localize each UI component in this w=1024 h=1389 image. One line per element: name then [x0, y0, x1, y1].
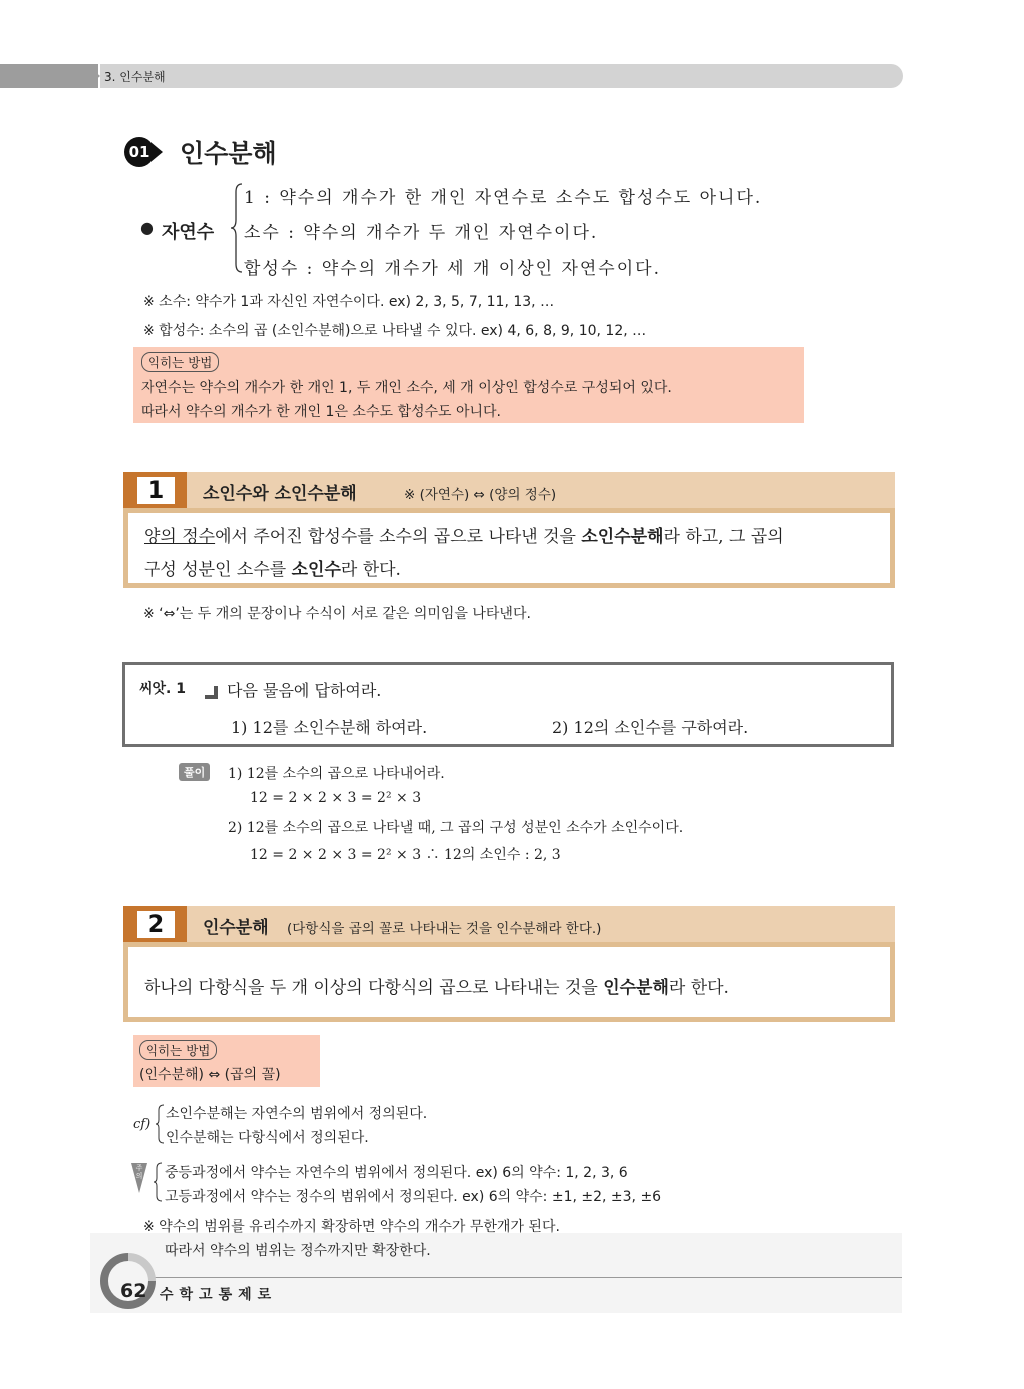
section-title: 소인수와 소인수분해	[203, 484, 357, 504]
definition-text: 양의 정수에서 주어진 합성수를 소수의 곱으로 나타낸 것을 소인수분해라 하고, 그 곱의	[144, 527, 784, 547]
book-title: 수학고통제로	[160, 1287, 278, 1303]
note-equivalence: ※ ‘⇔’는 두 개의 문장이나 수식이 서로 같은 의미임을 나타낸다.	[143, 606, 531, 622]
corner-mark-icon	[205, 686, 218, 699]
tip-line: (인수분해) ⇔ (곱의 꼴)	[139, 1067, 281, 1083]
tip-tag: 익히는 방법	[141, 352, 219, 372]
bullet-icon: ●	[140, 218, 154, 237]
example-label: 씨앗. 1	[139, 681, 186, 697]
cf-label: cf)	[133, 1117, 151, 1132]
section-title: 인수분해	[203, 918, 269, 938]
solution-tag: 풀이	[179, 763, 210, 781]
caution-line: 중등과정에서 약수는 자연수의 범위에서 정의된다. ex) 6의 약수: 1, 2, 3, 6	[165, 1165, 628, 1181]
solution-line: 1) 12를 소수의 곱으로 나타내어라.	[228, 766, 445, 782]
note-prime: ※ 소수: 약수가 1과 자신인 자연수이다. ex) 2, 3, 5, 7, 11, 13, …	[143, 294, 555, 310]
header-tab	[0, 64, 98, 88]
definition-composite: 합성수 : 약수의 개수가 세 개 이상인 자연수이다.	[244, 259, 661, 279]
curly-brace-icon	[153, 1162, 163, 1202]
section-subtitle: (다항식을 곱의 꼴로 나타내는 것을 인수분해라 한다.)	[287, 921, 602, 937]
caution-icon-text: 주의	[135, 1164, 143, 1180]
example-q1: 1) 12를 소인수분해 하여라.	[231, 718, 428, 737]
definition-text: 구성 성분인 소수를 소인수라 한다.	[144, 560, 401, 580]
example-question: 다음 물음에 답하여라.	[227, 681, 382, 700]
example-q2: 2) 12의 소인수를 구하여라.	[552, 718, 749, 737]
definition-text: 하나의 다항식을 두 개 이상의 다항식의 곱으로 나타내는 것을 인수분해라 한다.	[144, 978, 729, 998]
tip-line: 따라서 약수의 개수가 한 개인 1은 소수도 합성수도 아니다.	[141, 404, 502, 420]
footer-line	[150, 1277, 902, 1278]
badge-arrow-icon	[151, 142, 163, 162]
caution-line: 고등과정에서 약수는 정수의 범위에서 정의된다. ex) 6의 약수: ±1, ±2, ±3, ±6	[165, 1189, 662, 1205]
tip-line: 자연수는 약수의 개수가 한 개인 1, 두 개인 소수, 세 개 이상인 합성수로 구성되어 있다.	[141, 380, 672, 396]
section-badge: 01	[124, 137, 154, 167]
definition-prime: 소수 : 약수의 개수가 두 개인 자연수이다.	[244, 223, 599, 243]
section-number-block	[123, 472, 187, 508]
tip-box	[133, 347, 804, 423]
end-note: ※ 약수의 범위를 유리수까지 확장하면 약수의 개수가 무한개가 된다.	[143, 1219, 560, 1235]
solution-line: 12 = 2 × 2 × 3 = 2² × 3 ∴ 12의 소인수 : 2, 3	[250, 847, 561, 863]
cf-line: 소인수분해는 자연수의 범위에서 정의된다.	[166, 1106, 428, 1122]
tip-box	[133, 1035, 320, 1087]
end-note: 따라서 약수의 범위는 정수까지만 확장한다.	[165, 1243, 431, 1259]
header-chevron-icon	[86, 64, 100, 88]
curly-brace-icon	[155, 1104, 165, 1144]
definition-box	[123, 508, 895, 588]
section-subtitle: ※ (자연수) ⇔ (양의 정수)	[404, 487, 557, 503]
cf-line: 인수분해는 다항식에서 정의된다.	[166, 1130, 369, 1146]
example-box	[122, 662, 894, 747]
section-number: 1	[137, 477, 175, 504]
note-composite: ※ 합성수: 소수의 곱 (소인수분해)으로 나타낼 수 있다. ex) 4, 6, 8, 9, 10, 12, …	[143, 323, 647, 339]
definition-one: 1 : 약수의 개수가 한 개인 자연수로 소수도 합성수도 아니다.	[244, 188, 763, 208]
tip-tag: 익히는 방법	[139, 1040, 217, 1060]
header-bar	[100, 64, 903, 88]
chapter-title: 3. 인수분해	[104, 70, 166, 84]
definition-box	[123, 942, 895, 1022]
curly-brace-icon	[230, 182, 244, 274]
solution-line: 12 = 2 × 2 × 3 = 2² × 3	[250, 790, 422, 806]
natural-number-label: 자연수	[162, 222, 215, 243]
section-number-block	[123, 906, 187, 942]
page-number: 62	[120, 1280, 147, 1302]
section-title: 인수분해	[180, 139, 277, 168]
solution-line: 2) 12를 소수의 곱으로 나타낼 때, 그 곱의 구성 성분인 소수가 소인수이다.	[228, 820, 684, 836]
section-number: 2	[137, 911, 175, 938]
